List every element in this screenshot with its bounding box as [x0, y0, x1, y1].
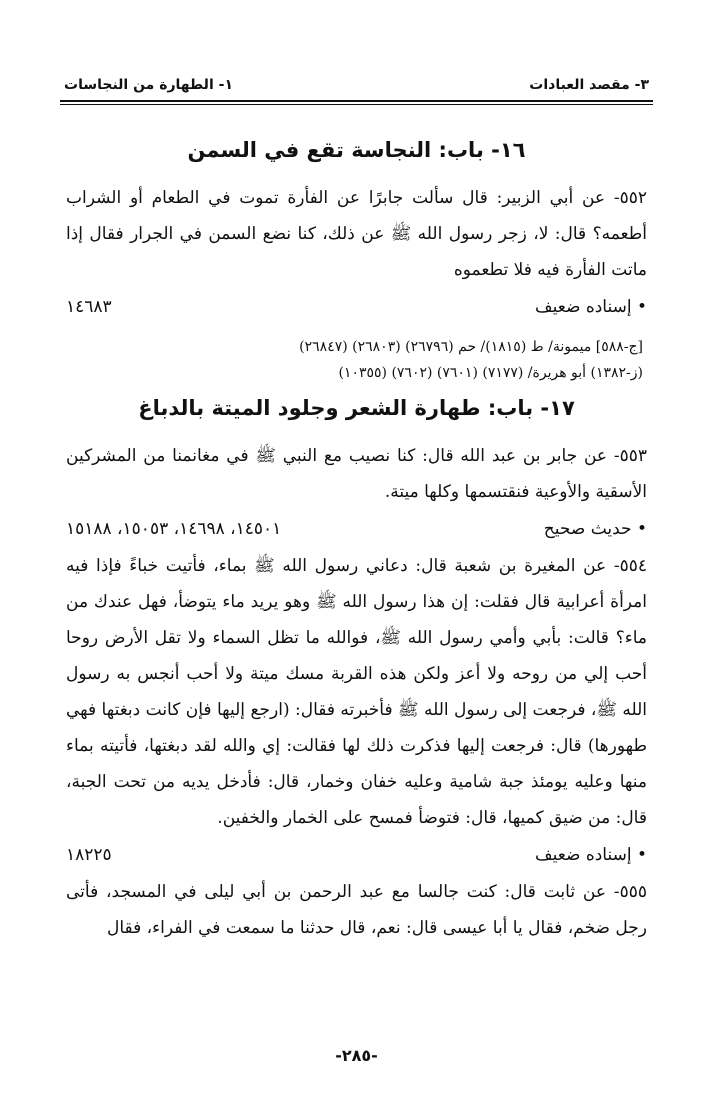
page-number: -٢٨٥-	[335, 1046, 378, 1065]
header-section-title: ٣- مقصد العبادات	[529, 77, 649, 93]
hadith-553-grade-row	[66, 510, 647, 548]
hadith-554-grade: • إسناده ضعيف	[535, 845, 647, 865]
reference-line-2: (ز-١٣٨٢) أبو هريرة/ (٧١٧٧) (٧٦٠١) (٧٦٠٢) (١٠٣٥٥)	[338, 365, 643, 381]
hadith-553-text: ٥٥٣- عن جابر بن عبد الله قال: كنا نصيب مع النبي ﷺ في مغانمنا من المشركين الأسقية والأوعية فنقتسمها وكلها ميتة.	[66, 446, 647, 502]
hadith-554-grade-row	[66, 836, 647, 874]
hadith-555-text: ٥٥٥- عن ثابت قال: كنت جالسا مع عبد الرحمن بن أبي ليلى في المسجد، فأتى رجل ضخم، فقال يا أبا عيسى قال: نعم، قال حدثنا ما سمعت في الفراء، فقال	[66, 882, 647, 938]
hadith-552-grade: • إسناده ضعيف	[535, 297, 647, 317]
hadith-552-number: ١٤٦٨٣	[66, 297, 112, 317]
header-chapter-title: ١- الطهارة من النجاسات	[64, 77, 233, 93]
hadith-553-numbers: ١٤٥٠١، ١٤٦٩٨، ١٥٠٥٣، ١٥١٨٨	[66, 519, 282, 539]
hadith-552-grade-row	[66, 288, 647, 326]
hadith-552-text: ٥٥٢- عن أبي الزبير: قال سألت جابرًا عن الفأرة تموت في الطعام أو الشراب أطعمه؟ قال: لا، زجر رسول الله ﷺ عن ذلك، كنا نضع السمن في الجرار فقال إذا ماتت الفأرة فيه فلا تطعموه	[66, 188, 647, 280]
page-body	[66, 130, 647, 946]
hadith-554-number: ١٨٢٢٥	[66, 845, 112, 865]
reference-line-1: [ج-٥٨٨] ميمونة/ ط (١٨١٥)/ حم (٢٦٧٩٦) (٢٦٨٠٣) (٢٦٨٤٧)	[299, 339, 643, 355]
hadith-554-text: ٥٥٤- عن المغيرة بن شعبة قال: دعاني رسول الله ﷺ بماء، فأتيت خباءً فإذا فيه امرأة أعرابية قال فقلت: إن هذا رسول الله ﷺ وهو يريد ماء يتوضأ، فهل عندك من ماء؟ قالت: بأبي وأمي رسول الله ﷺ، فوالله ما تظل السماء ولا تقل الأرض روحا أحب إلي من روحه ولا أعز ولكن هذه القربة مسك ميتة ولا أحب أنجس به رسول الله ﷺ، فرجعت إلى رسول الله ﷺ فأخبرته فقال: (ارجع إليها فإن كانت دبغتها فهي طهورها) قال: فرجعت إليها فذكرت ذلك لها فقالت: إي والله لقد دبغتها، فأتيته بماء منها وعليه يومئذ جبة شامية وعليه خفان وخمار، قال: فأدخل يديه من تحت الجبة، قال: من ضيق كميها، قال: فتوضأ فمسح على الخمار والخفين.	[66, 556, 647, 828]
chapter-17-heading: ١٧- باب: طهارة الشعر وجلود الميتة بالدباغ	[138, 396, 575, 420]
hadith-553-grade: • حديث صحيح	[543, 519, 647, 539]
header-divider	[60, 100, 653, 105]
hadith-552-references	[66, 334, 643, 386]
chapter-16-heading: ١٦- باب: النجاسة تقع في السمن	[187, 138, 526, 162]
running-header	[64, 72, 649, 98]
